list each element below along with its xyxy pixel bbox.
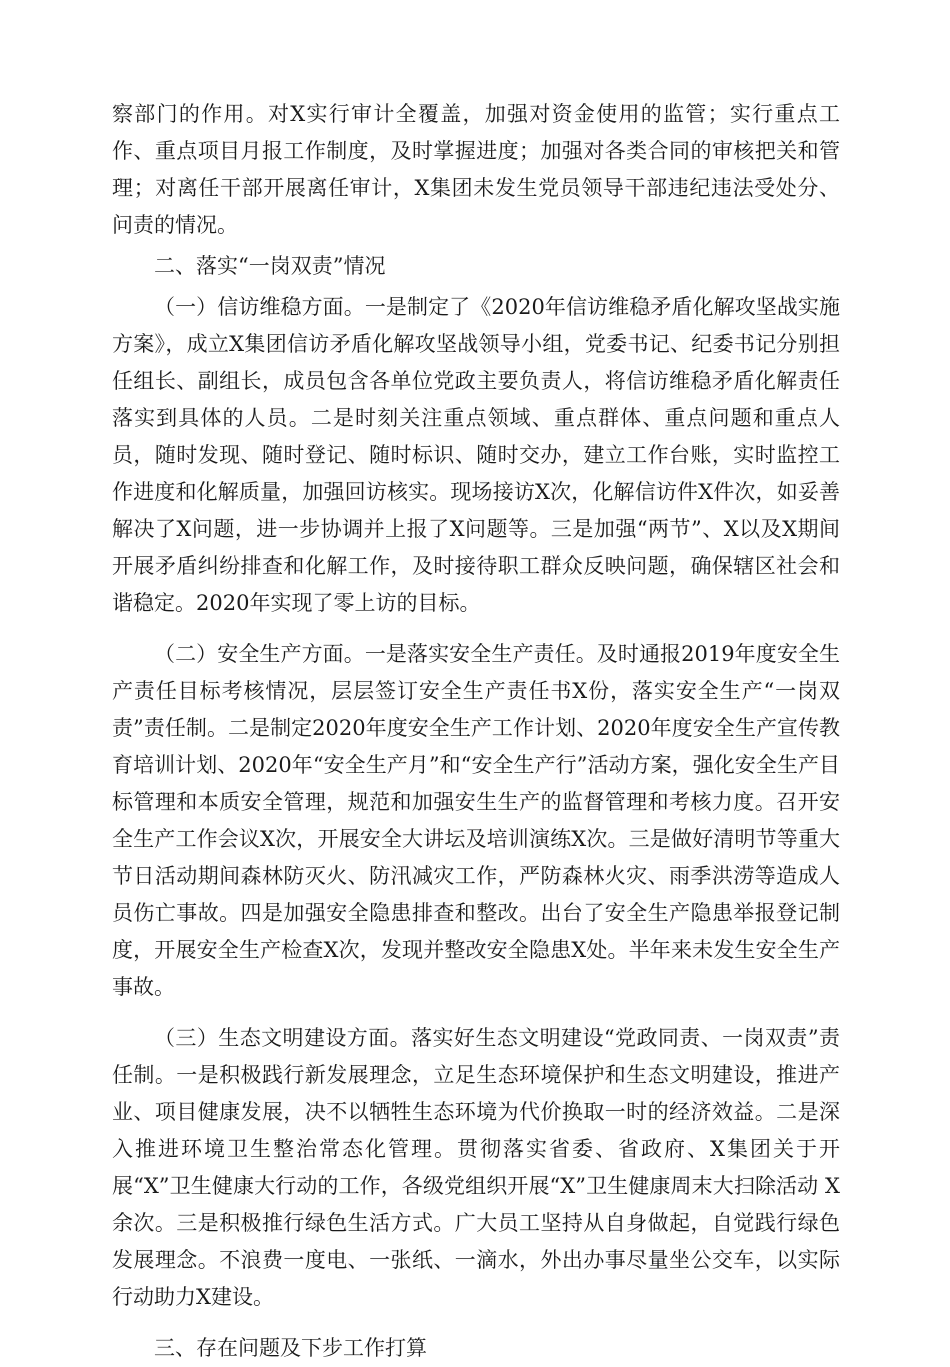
paragraph-safety-production: （二）安全生产方面。一是落实安全生产责任。及时通报2019年度安全生产责任目标考核情况，层层签订安全生产责任书X份，落实安全生产“一岗双责”责任制。二是制定2020年度安全生产工作计划、2020年度安全生产宣传教育培训计划、2020年“安全生产月”和“安全生产行”活动方案，强化安全生产目标管理和本质安全管理，规范和加强安生生产的监督管理和考核力度。召开安全生产工作会议X次，开展安全大讲坛及培训演练X次。三是做好清明节等重大节日活动期间森林防灭火、防汛减灾工作，严防森林火灾、雨季洪涝等造成人员伤亡事故。四是加强安全隐患排查和整改。出台了安全生产隐患举报登记制度，开展安全生产检查X次，发现并整改安全隐患X处。半年来未发生安全生产事故。 xyxy=(112,642,840,999)
paragraph-petition-stability: （一）信访维稳方面。一是制定了《2020年信访维稳矛盾化解攻坚战实施方案》，成立X集团信访矛盾化解攻坚战领导小组，党委书记、纪委书记分别担任组长、副组长，成员包含各单位党政主要负责人，将信访维稳矛盾化解责任落实到具体的人员。二是时刻关注重点领域、重点群体、重点问题和重点人员，随时发现、随时登记、随时标识、随时交办，建立工作台账，实时监控工作进度和化解质量，加强回访核实。现场接访X次，化解信访件X件次，如妥善解决了X问题，进一步协调并上报了X问题等。三是加强“两节”、X以及X期间开展矛盾纠纷排查和化解工作，及时接待职工群众反映问题，确保辖区社会和谐稳定。2020年实现了零上访的目标。 xyxy=(112,295,840,615)
section-heading-two: 二、落实“一岗双责”情况 xyxy=(154,254,386,278)
paragraph-ecological-civilization: （三）生态文明建设方面。落实好生态文明建设“党政同责、一岗双责”责任制。一是积极践行新发展理念，立足生态环境保护和生态文明建设，推进产业、项目健康发展，决不以牺牲生态环境为代价换取一时的经济效益。二是深入推进环境卫生整治常态化管理。贯彻落实省委、省政府、X集团关于开展“X”卫生健康大行动的工作，各级党组织开展“X”卫生健康周末大扫除活动 X 余次。三是积极推行绿色生活方式。广大员工坚持从自身做起，自觉践行绿色发展理念。不浪费一度电、一张纸、一滴水，外出办事尽量坐公交车，以实际行动助力X建设。 xyxy=(112,1026,840,1309)
document-body xyxy=(112,96,840,1367)
paragraph-audit-continuation: 察部门的作用。对X实行审计全覆盖，加强对资金使用的监管；实行重点工作、重点项目月报工作制度，及时掌握进度；加强对各类合同的审核把关和管理；对离任干部开展离任审计，X集团未发生党员领导干部违纪违法受处分、问责的情况。 xyxy=(112,102,840,237)
section-heading-three: 三、存在问题及下步工作打算 xyxy=(154,1336,427,1360)
